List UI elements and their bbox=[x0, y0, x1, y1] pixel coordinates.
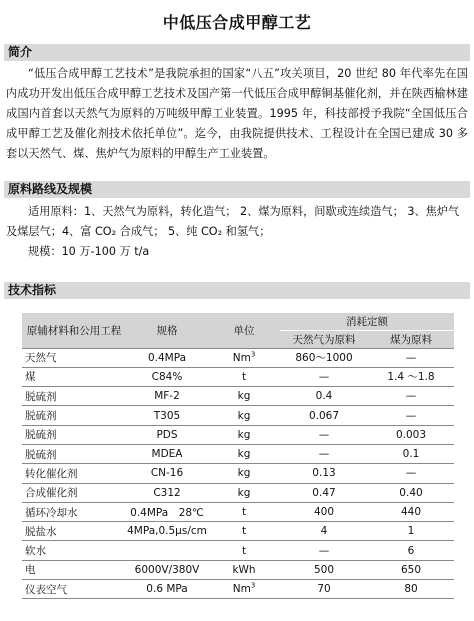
cell-coal-text: — bbox=[405, 467, 417, 480]
cell-gas-text: 0.4 bbox=[315, 390, 333, 403]
cell-unit-text: kg bbox=[237, 448, 251, 461]
cell-coal-text: — bbox=[405, 390, 417, 403]
cell-coal-text: 1.4 ～1.8 bbox=[387, 371, 435, 384]
cell-coal bbox=[368, 367, 454, 386]
cell-coal-text: 80 bbox=[404, 583, 418, 596]
table-row bbox=[22, 367, 454, 386]
cell-coal bbox=[368, 560, 454, 579]
cell-material-text: 脱硫剂 bbox=[25, 410, 57, 423]
cell-spec bbox=[126, 387, 208, 406]
cell-spec bbox=[126, 541, 208, 560]
cell-material bbox=[22, 464, 126, 483]
table-row bbox=[22, 406, 454, 425]
table-row bbox=[22, 444, 454, 463]
cell-unit bbox=[208, 541, 280, 560]
cell-gas-text: 500 bbox=[313, 563, 335, 576]
cell-unit bbox=[208, 425, 280, 444]
cell-spec bbox=[126, 406, 208, 425]
cell-unit-text: kg bbox=[237, 486, 251, 499]
cell-spec bbox=[126, 483, 208, 502]
cell-coal bbox=[368, 406, 454, 425]
cell-spec-text: 0.4MPa 28℃ bbox=[130, 506, 204, 519]
cell-gas-text: 4 bbox=[320, 525, 328, 538]
cell-unit bbox=[208, 580, 280, 599]
cell-gas bbox=[280, 406, 368, 425]
cell-material-text: 电 bbox=[25, 564, 36, 577]
cell-material-text: 天然气 bbox=[25, 352, 57, 365]
cell-unit bbox=[208, 406, 280, 425]
cell-gas bbox=[280, 502, 368, 521]
cell-unit-text: kg bbox=[237, 390, 251, 403]
cell-spec-text: T305 bbox=[153, 409, 181, 422]
cell-unit-text: Nm bbox=[232, 351, 251, 364]
cell-material bbox=[22, 560, 126, 579]
cell-material-text: 循环冷却水 bbox=[25, 506, 78, 519]
cell-spec-text: MF-2 bbox=[154, 390, 180, 403]
section-heading-route: 原料路线及规模 bbox=[4, 181, 470, 198]
cell-unit bbox=[208, 444, 280, 463]
unit-superscript: 3 bbox=[250, 581, 256, 590]
header-coal: 煤为原料 bbox=[368, 330, 454, 348]
cell-coal bbox=[368, 502, 454, 521]
cell-material-text: 合成催化剂 bbox=[25, 487, 78, 500]
cell-gas-text: — bbox=[318, 428, 330, 441]
table-row bbox=[22, 348, 454, 367]
cell-material-text: 煤 bbox=[25, 371, 36, 384]
cell-material-text: 脱硫剂 bbox=[25, 429, 57, 442]
cell-material-text: 脱盐水 bbox=[25, 525, 57, 538]
cell-spec bbox=[126, 502, 208, 521]
cell-material bbox=[22, 522, 126, 541]
cell-gas-text: 0.13 bbox=[312, 467, 336, 480]
cell-unit-text: kWh bbox=[232, 563, 256, 576]
spec-table bbox=[22, 313, 454, 599]
route-line-1: 适用原料：1、天然气为原料，转化造气； 2、煤为原料，间歇或连续造气； 3、焦炉气 bbox=[28, 205, 460, 218]
cell-coal-text: 0.40 bbox=[399, 486, 423, 499]
header-gas: 天然气为原料 bbox=[280, 330, 368, 348]
cell-coal-text: 6 bbox=[407, 544, 415, 557]
table-row bbox=[22, 502, 454, 521]
header-material: 原辅材料和公用工程 bbox=[22, 313, 126, 348]
cell-material bbox=[22, 580, 126, 599]
cell-coal-text: 650 bbox=[400, 563, 422, 576]
cell-spec-text: PDS bbox=[156, 428, 178, 441]
cell-material-text: 软水 bbox=[25, 545, 46, 558]
cell-gas bbox=[280, 483, 368, 502]
cell-spec bbox=[126, 560, 208, 579]
cell-gas-text: — bbox=[318, 448, 330, 461]
cell-coal-text: 0.1 bbox=[402, 448, 420, 461]
table-row bbox=[22, 541, 454, 560]
cell-unit bbox=[208, 387, 280, 406]
cell-gas-text: 70 bbox=[317, 583, 331, 596]
cell-coal bbox=[368, 425, 454, 444]
cell-material bbox=[22, 541, 126, 560]
cell-material bbox=[22, 367, 126, 386]
cell-unit-text: t bbox=[241, 544, 247, 557]
cell-unit-text: kg bbox=[237, 428, 251, 441]
cell-material-text: 脱硫剂 bbox=[25, 448, 57, 461]
cell-unit bbox=[208, 502, 280, 521]
table-row bbox=[22, 580, 454, 599]
cell-coal bbox=[368, 444, 454, 463]
cell-coal bbox=[368, 483, 454, 502]
cell-coal bbox=[368, 541, 454, 560]
cell-coal bbox=[368, 522, 454, 541]
cell-gas-text: 0.067 bbox=[308, 409, 340, 422]
cell-unit-text: kg bbox=[237, 409, 251, 422]
cell-spec bbox=[126, 444, 208, 463]
route-line-2: 及煤层气；4、富 CO₂ 合成气； 5、纯 CO₂ 和氢气； bbox=[6, 225, 271, 238]
cell-material bbox=[22, 425, 126, 444]
cell-spec-text: 4MPa,0.5μs/cm bbox=[127, 525, 207, 538]
cell-material bbox=[22, 406, 126, 425]
cell-spec-text: C312 bbox=[153, 486, 181, 499]
page-title: 中低压合成甲醇工艺 bbox=[162, 13, 312, 32]
cell-coal-text: 1 bbox=[407, 525, 415, 538]
section-heading-intro: 简介 bbox=[4, 44, 470, 61]
cell-gas-text: 400 bbox=[313, 506, 335, 519]
cell-spec bbox=[126, 464, 208, 483]
cell-material bbox=[22, 387, 126, 406]
section-heading-tech: 技术指标 bbox=[4, 282, 470, 299]
cell-gas bbox=[280, 444, 368, 463]
table-row bbox=[22, 560, 454, 579]
cell-gas bbox=[280, 560, 368, 579]
cell-coal bbox=[368, 580, 454, 599]
cell-coal bbox=[368, 348, 454, 367]
cell-gas bbox=[280, 541, 368, 560]
cell-spec bbox=[126, 367, 208, 386]
cell-unit bbox=[208, 522, 280, 541]
cell-unit bbox=[208, 367, 280, 386]
cell-material-text: 仪表空气 bbox=[25, 583, 67, 596]
cell-coal-text: — bbox=[405, 409, 417, 422]
table-row bbox=[22, 387, 454, 406]
cell-spec-text: 6000V/380V bbox=[134, 563, 200, 576]
cell-unit-text: kg bbox=[237, 467, 251, 480]
cell-unit-text: t bbox=[241, 370, 247, 383]
header-spec: 规格 bbox=[126, 313, 208, 348]
table-row bbox=[22, 425, 454, 444]
cell-gas bbox=[280, 348, 368, 367]
cell-spec bbox=[126, 425, 208, 444]
cell-coal-text: — bbox=[405, 351, 417, 364]
cell-spec bbox=[126, 348, 208, 367]
cell-coal-text: 440 bbox=[400, 506, 422, 519]
cell-coal bbox=[368, 387, 454, 406]
cell-gas bbox=[280, 387, 368, 406]
header-unit: 单位 bbox=[208, 313, 280, 348]
route-block bbox=[6, 202, 468, 262]
cell-material bbox=[22, 444, 126, 463]
cell-gas bbox=[280, 580, 368, 599]
header-consumption: 消耗定额 bbox=[280, 313, 454, 330]
cell-gas bbox=[280, 425, 368, 444]
cell-spec-text: 0.4MPa bbox=[147, 351, 187, 364]
cell-material-text: 转化催化剂 bbox=[25, 467, 78, 480]
cell-gas-text: 860～1000 bbox=[295, 352, 353, 365]
cell-unit-text: Nm bbox=[232, 583, 251, 596]
cell-gas bbox=[280, 522, 368, 541]
table-row bbox=[22, 483, 454, 502]
table-row bbox=[22, 464, 454, 483]
cell-spec-text: CN-16 bbox=[150, 467, 184, 480]
cell-gas-text: 0.47 bbox=[312, 486, 336, 499]
intro-text: “低压合成甲醇工艺技术”是我院承担的国家“八五”攻关项目，20 世纪 80 年代率先在国内成功开发出低压合成甲醇工艺技术及国产第一代低压合成甲醇铜基催化剂，并在陕西榆林建成国内首套以天然气为原料的万吨级甲醇工业装置。1995 年，科技部授予我院“全国低压合成甲醇工艺及催化剂技术依托单位”。迄今，由我院提供技术、工程设计在全国已建成 30 多套以天然气、煤、焦炉气为原料的甲醇生产工业装置。 bbox=[6, 67, 468, 160]
route-line-3: 规模：10 万-100 万 t/a bbox=[28, 245, 150, 258]
cell-coal-text: 0.003 bbox=[395, 428, 427, 441]
cell-material-text: 脱硫剂 bbox=[25, 390, 57, 403]
cell-unit bbox=[208, 483, 280, 502]
cell-unit bbox=[208, 560, 280, 579]
cell-spec bbox=[126, 580, 208, 599]
table-row bbox=[22, 522, 454, 541]
cell-gas bbox=[280, 464, 368, 483]
cell-material bbox=[22, 502, 126, 521]
cell-coal bbox=[368, 464, 454, 483]
cell-gas bbox=[280, 367, 368, 386]
cell-gas-text: — bbox=[318, 544, 330, 557]
cell-spec-text: MDEA bbox=[151, 448, 183, 461]
cell-material bbox=[22, 483, 126, 502]
cell-unit bbox=[208, 464, 280, 483]
cell-spec bbox=[126, 522, 208, 541]
spec-table-body bbox=[22, 348, 454, 599]
cell-unit-text: t bbox=[241, 525, 247, 538]
cell-unit-text: t bbox=[241, 506, 247, 519]
cell-gas-text: — bbox=[318, 370, 330, 383]
cell-spec-text: C84% bbox=[151, 370, 183, 383]
unit-superscript: 3 bbox=[250, 350, 256, 359]
cell-spec-text: 0.6 MPa bbox=[146, 583, 188, 596]
cell-material bbox=[22, 348, 126, 367]
cell-unit bbox=[208, 348, 280, 367]
intro-paragraph bbox=[6, 64, 468, 164]
